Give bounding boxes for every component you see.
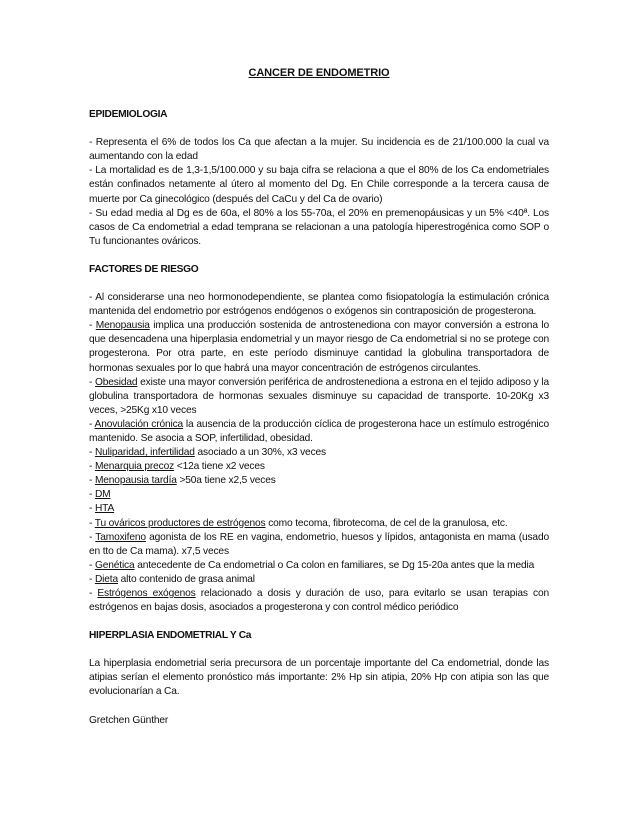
section-factores-de-riesgo <box>89 291 549 615</box>
heading-hiperplasia: HIPERPLASIA ENDOMETRIAL Y Ca <box>89 630 252 642</box>
risk-factor-item: - Dieta alto contenido de grasa animal <box>89 573 255 585</box>
risk-factor-description: asociado a un 30%, x3 veces <box>194 447 326 459</box>
risk-factor-description: alto contenido de grasa animal <box>117 573 255 585</box>
risk-factor-description: relacionado a dosis y duración de uso, para evitarlo se usan terapias con estrógenos en bajas dosis, asociados a progesterona y con control médico periódico <box>89 588 549 614</box>
risk-factor-item: - HTA <box>89 503 115 515</box>
author-name: Gretchen Günther <box>89 714 169 726</box>
risk-factor-term: Genética <box>94 559 135 571</box>
document-title: CANCER DE ENDOMETRIO <box>248 67 390 79</box>
risk-factor-list <box>89 319 549 615</box>
epidemiologia-paragraph-3: - Su edad media al Dg es de 60a, el 80% a los 55-70a, el 20% en premenopáusicas y un 5% <40ª. Los casos de Ca endometrial a edad temprana se relacionan a una patología hiperestrogénica como SOP o Tu funcionantes ováricos. <box>89 207 549 247</box>
risk-factor-description: la ausencia de la producción cíclica de progesterona hace un estímulo estrogénico mantenido. Se asocia a SOP, infertilidad, obesidad. <box>89 418 549 444</box>
risk-factor-term: Tamoxifeno <box>95 531 146 543</box>
risk-factor-item: - Menopausia implica una producción sostenida de antrostenediona con mayor conversión a estrona lo que desencadena una hiperplasia endometrial y un mayor riesgo de Ca endometrial si no se protege con progesterona. Por otra parte, en este período disminuye cantidad la globulina transportadora de hormonas sexuales por lo que habrá una mayor concentración de estrógenos circulantes. <box>89 320 549 374</box>
risk-factor-term: Nuliparidad, infertilidad <box>94 447 195 459</box>
risk-factor-term: Obesidad <box>95 376 138 388</box>
risk-factor-item: - Nuliparidad, infertilidad asociado a un 30%, x3 veces <box>89 447 326 459</box>
risk-factor-term: DM <box>94 489 111 501</box>
risk-factor-term: Tu ováricos productores de estrógenos <box>94 517 266 529</box>
risk-factor-item: - Menarquia precoz <12a tiene x2 veces <box>89 461 265 473</box>
risk-factor-term: Menopausia <box>95 320 150 332</box>
risk-factor-item: - Tamoxifeno agonista de los RE en vagina, endometrio, huesos y lípidos, antagonista en mama (usado en tto de Ca mama). x7,5 veces <box>89 531 549 557</box>
risk-factor-item: - DM <box>89 489 111 501</box>
heading-factores-de-riesgo: FACTORES DE RIESGO <box>89 263 199 275</box>
risk-factor-item: - Estrógenos exógenos relacionado a dosis y duración de uso, para evitarlo se usan terapias con estrógenos en bajas dosis, asociados a progesterona y con control médico periódico <box>89 588 549 614</box>
risk-factor-description: existe una mayor conversión periférica de androstenediona a estrona en el tejido adiposo y la globulina transportadora de hormonas sexuales disminuye su capacidad de transporte. 10-20Kg x3 veces, >25Kg x10 veces <box>89 376 549 416</box>
risk-factor-item: - Menopausia tardía >50a tiene x2,5 veces <box>89 475 276 487</box>
risk-factor-term: Estrógenos exógenos <box>97 588 196 599</box>
risk-factor-term: Menopausia tardía <box>94 475 177 487</box>
section-epidemiologia <box>89 136 549 249</box>
epidemiologia-paragraph-2: - La mortalidad es de 1,3-1,5/100.000 y su baja cifra se relaciona a que el 80% de los Ca endometriales están confinados netamente al útero al momento del Dg. En Chile corresponde a la tercera causa de muerte por Ca ginecológico (después del CaCu y del Ca de ovario) <box>89 165 549 205</box>
factores-intro: - Al considerarse una neo hormonodependiente, se plantea como fisiopatología la estimulación crónica mantenida del endometrio por estrógenos endógenos o exógenos sin contraposición de progesterona. <box>89 292 549 318</box>
risk-factor-term: Anovulación crónica <box>94 418 184 430</box>
risk-factor-description: implica una producción sostenida de antrostenediona con mayor conversión a estrona lo que desencadena una hiperplasia endometrial y un mayor riesgo de Ca endometrial si no se protege con progesterona. Por otra parte, en este período disminuye cantidad la globulina transportadora de hormonas sexuales por lo que habrá una mayor concentración de estrógenos circulantes. <box>89 320 549 374</box>
risk-factor-item: - Obesidad existe una mayor conversión periférica de androstenediona a estrona en el tejido adiposo y la globulina transportadora de hormonas sexuales disminuye su capacidad de transporte. 10-20Kg x3 veces, >25Kg x10 veces <box>89 376 549 416</box>
hiperplasia-paragraph: La hiperplasia endometrial seria precursora de un porcentaje importante del Ca endometrial, donde las atipias serían el elemento pronóstico más importante: 2% Hp sin atipia, 20% Hp con atipia son las que evolucionarían a Ca. <box>89 658 549 698</box>
heading-epidemiologia: EPIDEMIOLOGIA <box>89 109 168 121</box>
risk-factor-term: Menarquia precoz <box>94 461 175 473</box>
section-hiperplasia <box>89 657 549 699</box>
risk-factor-description: agonista de los RE en vagina, endometrio, huesos y lípidos, antagonista en mama (usado en tto de Ca mama). x7,5 veces <box>89 531 549 557</box>
risk-factor-description: antecedente de Ca endometrial o Ca colon en familiares, se Dg 15-20a antes que la media <box>134 559 535 571</box>
risk-factor-item: - Genética antecedente de Ca endometrial o Ca colon en familiares, se Dg 15-20a antes que la media <box>89 559 535 571</box>
risk-factor-description: <12a tiene x2 veces <box>174 461 265 473</box>
risk-factor-term: HTA <box>94 503 115 515</box>
risk-factor-item: - Tu ováricos productores de estrógenos como tecoma, fibrotecoma, de cel de la granulosa, etc. <box>89 517 508 529</box>
epidemiologia-paragraph-1: - Representa el 6% de todos los Ca que afectan a la mujer. Su incidencia es de 21/100.000 la cual va aumentando con la edad <box>89 137 549 163</box>
risk-factor-description: como tecoma, fibrotecoma, de cel de la granulosa, etc. <box>265 517 508 529</box>
risk-factor-item: - Anovulación crónica la ausencia de la producción cíclica de progesterona hace un estímulo estrogénico mantenido. Se asocia a SOP, infertilidad, obesidad. <box>89 418 549 444</box>
risk-factor-description: >50a tiene x2,5 veces <box>176 475 276 487</box>
risk-factor-term: Dieta <box>94 573 118 585</box>
